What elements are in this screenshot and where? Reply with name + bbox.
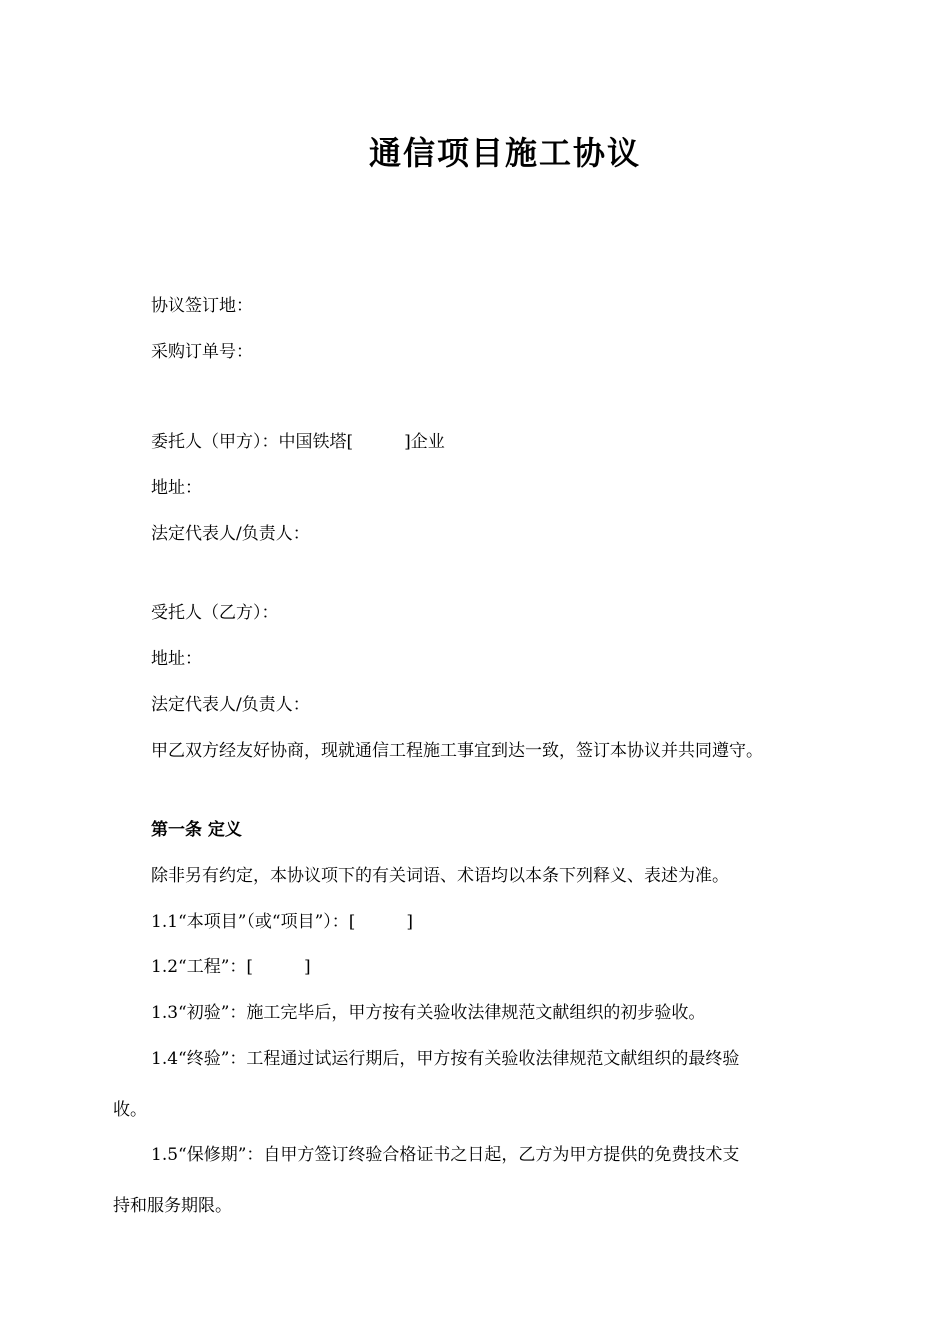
signing-place-line: 协议签订地： (151, 296, 253, 316)
definition-1-5-continued: 持和服务期限。 (113, 1196, 232, 1216)
definition-1-4-continued: 收。 (113, 1100, 147, 1120)
definition-intro-line: 除非另有约定，本协议项下的有关词语、术语均以本条下列释义、表述为准。 (151, 866, 729, 886)
party-b-representative-line: 法定代表人/负责人： (151, 695, 310, 715)
definition-1-4: 1.4“终验”：工程通过试运行期后，甲方按有关验收法律规范文献组织的最终验 (151, 1049, 740, 1069)
article-one-heading: 第一条 定义 (151, 820, 242, 840)
definition-1-1: 1.1“本项目”（或“项目”）：[ ] (151, 912, 414, 932)
definition-1-3: 1.3“初验”：施工完毕后，甲方按有关验收法律规范文献组织的初步验收。 (151, 1003, 706, 1023)
party-a-line: 委托人（甲方）：中国铁塔[ ]企业 (151, 432, 445, 452)
party-b-line: 受托人（乙方）： (151, 603, 279, 623)
purchase-order-line: 采购订单号： (151, 342, 253, 362)
document-title: 通信项目施工协议 (368, 134, 641, 172)
definition-1-5: 1.5“保修期”：自甲方签订终验合格证书之日起，乙方为甲方提供的免费技术支 (151, 1145, 740, 1165)
definition-1-2: 1.2“工程”：[ ] (151, 957, 311, 977)
party-a-representative-line: 法定代表人/负责人： (151, 524, 310, 544)
party-a-address-line: 地址： (151, 478, 202, 498)
party-b-address-line: 地址： (151, 649, 202, 669)
agreement-intro-line: 甲乙双方经友好协商，现就通信工程施工事宜到达一致，签订本协议并共同遵守。 (151, 741, 763, 761)
